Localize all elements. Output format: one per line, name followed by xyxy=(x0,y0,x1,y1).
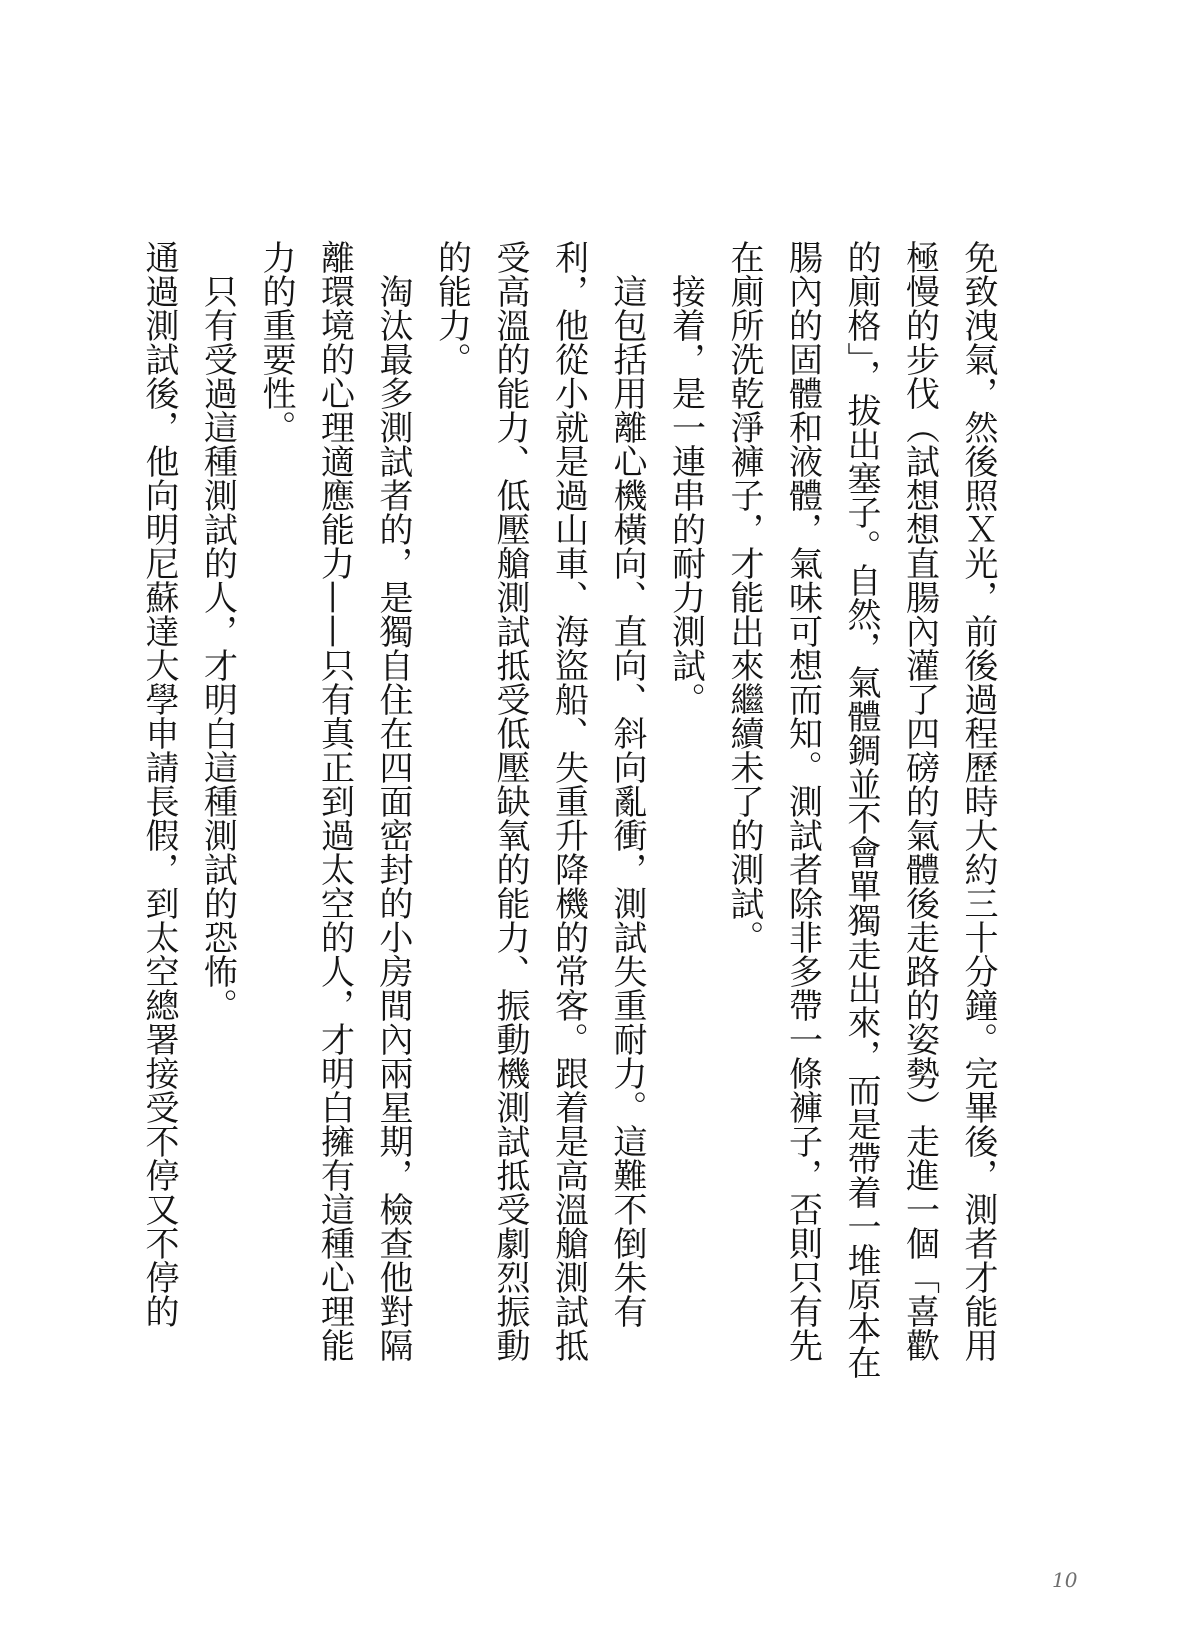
paragraph-1: 免致洩氣，然後照Ｘ光，前後過程歷時大約三十分鐘。完畢後，測者才能用極慢的步伐（試想想直腸內灌了四磅的氣體後走路的姿勢）走進一個「喜歡的廁格」，拔出塞子。自然，氣體錭並不會單獨走出來，而是帶着一堆原本在腸內的固體和液體，氣味可想而知。測試者除非多帶一條褲子，否則只有先在廁所洗乾淨褲子，才能出來繼續未了的測試。 xyxy=(724,240,998,1379)
vertical-text-body xyxy=(130,240,1008,1390)
paragraph-2: 接着，是一連串的耐力測試。 xyxy=(665,274,706,716)
paragraph-4: 淘汰最多測試者的，是獨自住在四面密封的小房間內兩星期，檢查他對隔離環境的心理適應能力——只有真正到過太空的人，才明白擁有這種心理能力的重要性。 xyxy=(256,240,413,1362)
paragraph-3: 這包括用離心機橫向、直向、斜向亂衝，測試失重耐力。這難不倒朱有利，他從小就是過山車、海盜船、失重升降機的常客。跟着是高溫艙測試抵受高溫的能力、低壓艙測試抵受低壓缺氧的能力、振動機測試抵受劇烈振動的能力。 xyxy=(431,240,647,1362)
paragraph-6: 通過測試後，他向明尼蘇達大學申請長假，到太空總署接受不停又不停的 xyxy=(139,240,179,1328)
page-number: 10 xyxy=(1052,1568,1078,1592)
paragraph-5: 只有受過這種測試的人，才明白這種測試的恐怖。 xyxy=(197,274,238,1022)
